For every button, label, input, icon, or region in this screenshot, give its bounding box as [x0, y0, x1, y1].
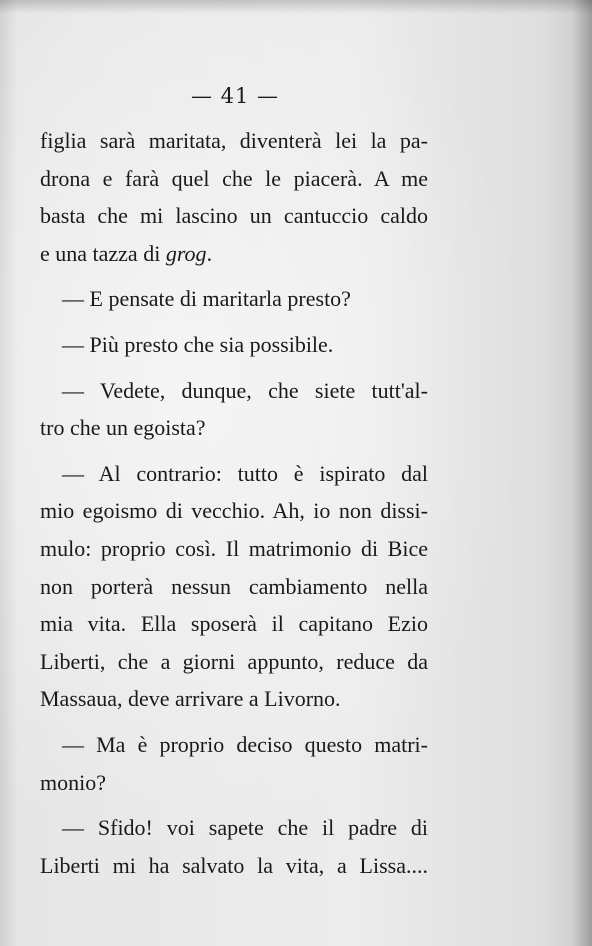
dialogue-line: — E pensate di maritarla presto?	[62, 286, 351, 312]
text-line: basta che mi lascino un cantuccio caldo	[40, 203, 428, 229]
text-line-end: .	[206, 240, 213, 266]
text-line: monio?	[40, 769, 106, 795]
dialogue-line: — Al contrario: tutto è ispirato dal	[62, 460, 428, 486]
paragraph-gap	[40, 364, 428, 372]
text-line: drona e farà quel che le piacerà. A me	[40, 165, 428, 191]
text-line: tro che un egoista?	[40, 415, 206, 441]
text-line: figlia sarà maritata, diventerà lei la pa-	[40, 128, 428, 153]
dialogue-line: — Sfido! voi sapete che il padre di	[62, 815, 428, 841]
text-line: Liberti mi ha salvato la vita, a Lissa....	[40, 852, 428, 878]
page-number: — 41 —	[190, 84, 280, 108]
page-right-shadow	[572, 0, 592, 946]
paragraph-gap	[40, 718, 428, 726]
paragraph-gap	[40, 801, 428, 809]
page-text-body	[40, 122, 428, 884]
paragraph-gap	[40, 318, 428, 326]
text-line-start: e una tazza di	[40, 240, 161, 266]
dialogue-line: — Più presto che sia possibile.	[62, 331, 334, 357]
paragraph-gap	[40, 272, 428, 280]
text-line	[40, 235, 428, 273]
text-line: non porterà nessun cambiamento nella	[40, 573, 428, 599]
text-line: Liberti, che a giorni appunto, reduce da	[40, 648, 428, 674]
dialogue-line: — Ma è proprio deciso questo matri-	[62, 731, 428, 757]
text-line: mia vita. Ella sposerà il capitano Ezio	[40, 611, 428, 637]
text-line: mulo: proprio così. Il matrimonio di Bice	[40, 535, 428, 561]
text-line: Massaua, deve arrivare a Livorno.	[40, 686, 341, 712]
dialogue-line: — Vedete, dunque, che siete tutt'al-	[62, 377, 428, 403]
page-top-shadow	[0, 0, 592, 14]
text-line: mio egoismo di vecchio. Ah, io non dissi-	[40, 498, 428, 524]
paragraph-gap	[40, 447, 428, 455]
italic-word: grog	[165, 240, 207, 266]
